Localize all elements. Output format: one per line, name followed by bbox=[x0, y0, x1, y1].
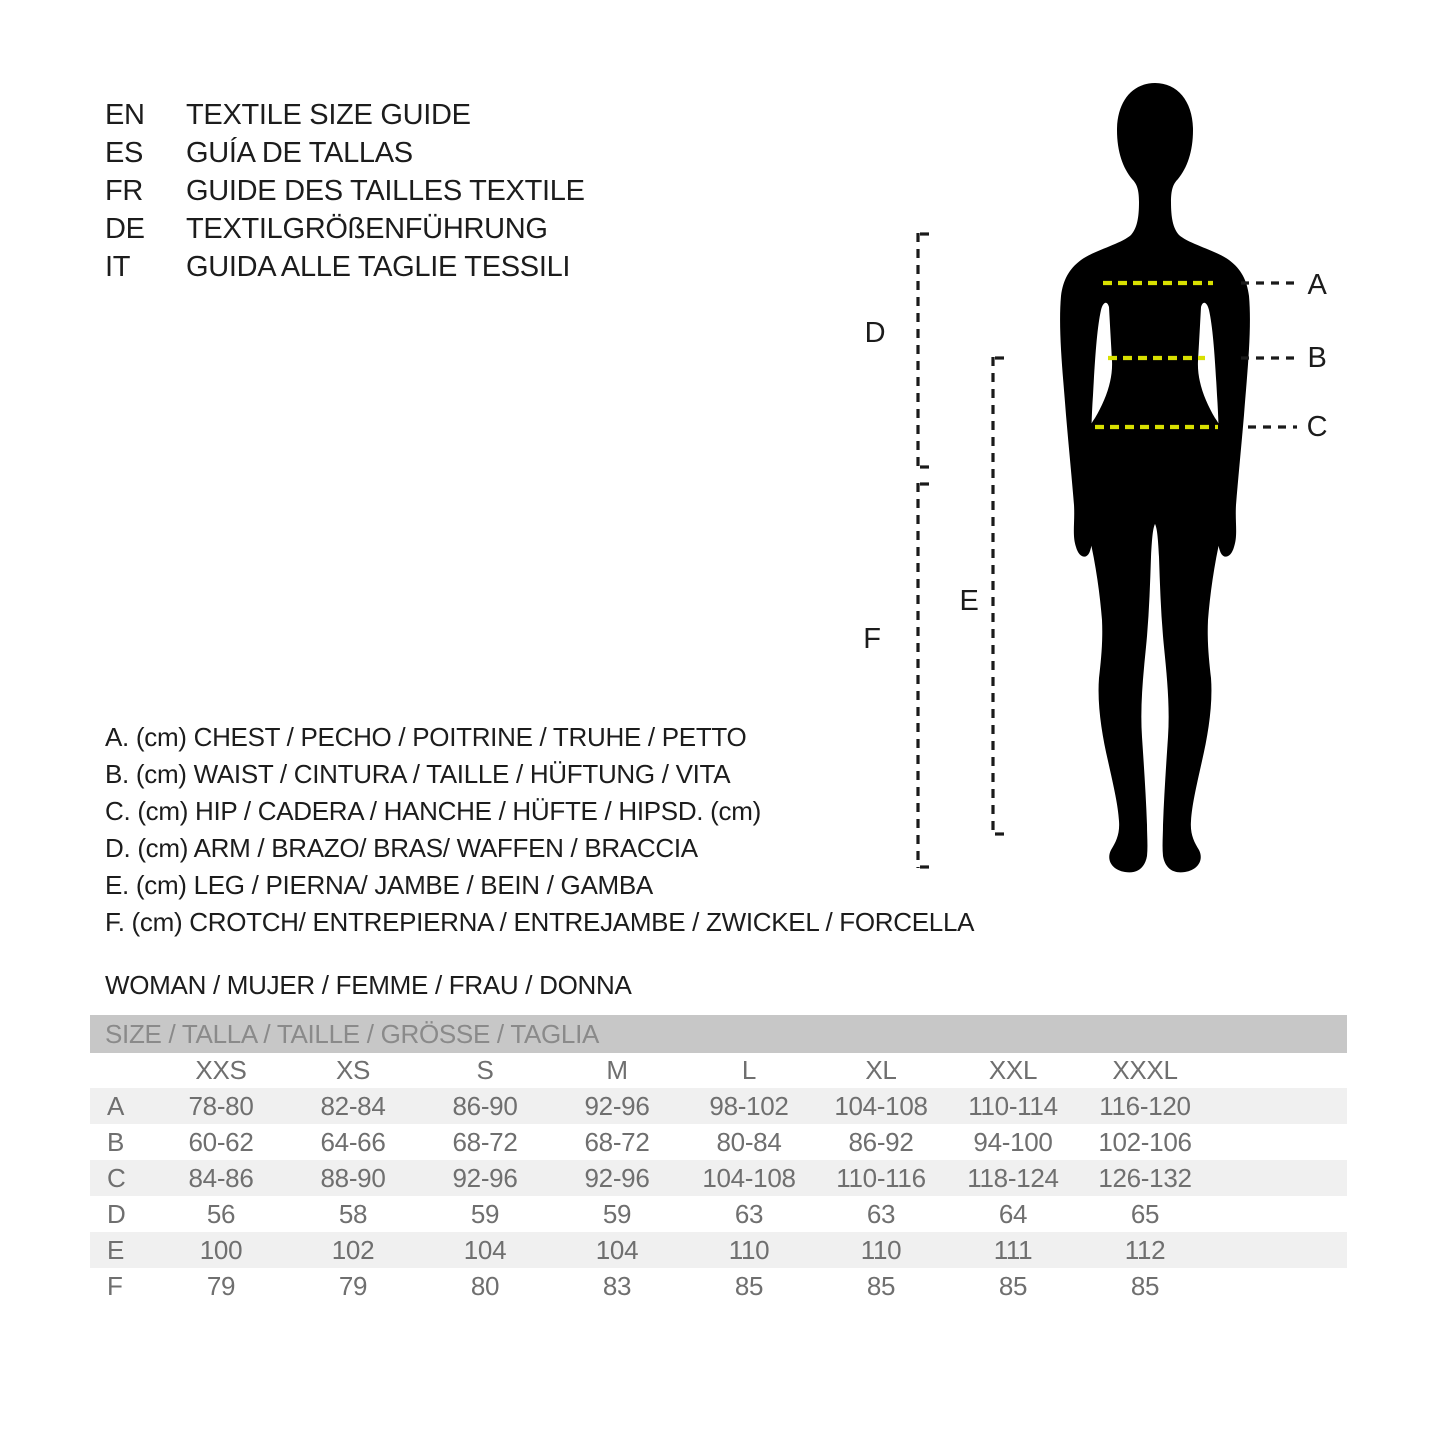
measure-value-cell: 126-132 bbox=[1098, 1162, 1192, 1193]
measure-value-cell: 63 bbox=[734, 1198, 764, 1229]
size-header-row bbox=[90, 1053, 1347, 1088]
measure-value-cell: 104 bbox=[463, 1234, 507, 1265]
measure-value-cell: 111 bbox=[993, 1234, 1033, 1265]
measure-value-cell: 83 bbox=[602, 1270, 632, 1301]
measure-row-a bbox=[90, 1088, 1347, 1124]
legend-line: F. (cm) CROTCH/ ENTREPIERNA / ENTREJAMBE / ZWICKEL / FORCELLA bbox=[105, 907, 975, 937]
guide-title: TEXTILE SIZE GUIDE bbox=[186, 99, 471, 131]
legend-line: D. (cm) ARM / BRAZO/ BRAS/ WAFFEN / BRACCIA bbox=[105, 833, 698, 863]
measure-value-cell: 88-90 bbox=[320, 1162, 386, 1193]
guide-title: GUIDA ALLE TAGLIE TESSILI bbox=[186, 251, 571, 283]
measure-value-cell: 79 bbox=[206, 1270, 236, 1301]
measure-value-cell: 110 bbox=[860, 1234, 902, 1265]
measure-value-cell: 92-96 bbox=[584, 1162, 650, 1193]
size-column-header: M bbox=[606, 1055, 628, 1085]
measure-value-cell: 80 bbox=[470, 1270, 500, 1301]
measure-value-cell: 85 bbox=[998, 1270, 1028, 1301]
language-code: IT bbox=[105, 251, 131, 283]
measure-value-cell: 64 bbox=[998, 1198, 1028, 1229]
measure-row-e bbox=[90, 1232, 1347, 1268]
measure-value-cell: 78-80 bbox=[188, 1090, 254, 1121]
measure-value-cell: 110-114 bbox=[968, 1090, 1058, 1121]
measure-row-label: F bbox=[107, 1270, 123, 1301]
size-column-header: L bbox=[741, 1055, 757, 1085]
language-row bbox=[105, 96, 585, 134]
measure-value-cell: 86-92 bbox=[848, 1126, 914, 1157]
measure-value-cell: 84-86 bbox=[188, 1162, 254, 1193]
leg-measure-line bbox=[993, 357, 1008, 835]
size-column-header: S bbox=[476, 1055, 494, 1085]
language-code: ES bbox=[105, 137, 144, 169]
legend-line: B. (cm) WAIST / CINTURA / TAILLE / HÜFTUNG / VITA bbox=[105, 759, 731, 789]
measure-value-cell: 63 bbox=[866, 1198, 896, 1229]
measure-value-cell: 116-120 bbox=[1099, 1090, 1191, 1121]
gender-row-title: WOMAN / MUJER / FEMME / FRAU / DONNA bbox=[105, 970, 632, 1000]
language-code: DE bbox=[105, 213, 145, 245]
measure-value-cell: 102-106 bbox=[1098, 1126, 1192, 1157]
measure-row-b bbox=[90, 1124, 1347, 1160]
measure-value-cell: 104 bbox=[595, 1234, 639, 1265]
measure-value-cell: 68-72 bbox=[584, 1126, 650, 1157]
measure-value-cell: 79 bbox=[338, 1270, 368, 1301]
measure-row-label: D bbox=[107, 1198, 126, 1229]
legend-line: E. (cm) LEG / PIERNA/ JAMBE / BEIN / GAMBA bbox=[105, 870, 653, 900]
measure-value-cell: 60-62 bbox=[188, 1126, 254, 1157]
measure-row-d bbox=[90, 1196, 1347, 1232]
legend-line: A. (cm) CHEST / PECHO / POITRINE / TRUHE / PETTO bbox=[105, 722, 747, 752]
language-title-list bbox=[105, 96, 585, 286]
measure-callout-letter-d: D bbox=[864, 317, 886, 349]
size-column-header: XXXL bbox=[1112, 1055, 1178, 1085]
size-header-empty-cell bbox=[90, 1053, 155, 1088]
measure-value-cell: 102 bbox=[331, 1234, 375, 1265]
measure-callout-letter-a: A bbox=[1307, 269, 1327, 301]
measure-row-f bbox=[90, 1268, 1347, 1304]
size-table-title: SIZE / TALLA / TAILLE / GRÖSSE / TAGLIA bbox=[90, 1015, 1347, 1053]
measure-value-cell: 118-124 bbox=[967, 1162, 1059, 1193]
size-column-header: XXL bbox=[988, 1055, 1038, 1085]
language-row bbox=[105, 248, 585, 286]
measure-callout-letter-c: C bbox=[1306, 411, 1328, 443]
measure-value-cell: 104-108 bbox=[834, 1090, 928, 1121]
measurement-legend bbox=[105, 719, 974, 941]
language-row bbox=[105, 172, 585, 210]
guide-title: GUIDE DES TAILLES TEXTILE bbox=[186, 175, 585, 207]
measure-callout-letter-b: B bbox=[1307, 342, 1327, 374]
measure-callout-letter-f: F bbox=[863, 623, 881, 655]
language-code: FR bbox=[105, 175, 144, 207]
size-column-header: XS bbox=[335, 1055, 371, 1085]
measure-row-label: C bbox=[107, 1162, 126, 1193]
measure-value-cell: 80-84 bbox=[716, 1126, 782, 1157]
measure-value-cell: 85 bbox=[866, 1270, 896, 1301]
measure-value-cell: 85 bbox=[734, 1270, 764, 1301]
measure-value-cell: 104-108 bbox=[702, 1162, 796, 1193]
measure-value-cell: 59 bbox=[470, 1198, 500, 1229]
guide-title: GUÍA DE TALLAS bbox=[186, 137, 413, 169]
measure-value-cell: 68-72 bbox=[452, 1126, 518, 1157]
measure-value-cell: 92-96 bbox=[452, 1162, 518, 1193]
measure-value-cell: 110-116 bbox=[836, 1162, 926, 1193]
measure-row-label: E bbox=[107, 1234, 125, 1265]
measure-value-cell: 59 bbox=[602, 1198, 632, 1229]
size-column-header: XL bbox=[865, 1055, 897, 1085]
measure-value-cell: 100 bbox=[199, 1234, 243, 1265]
measure-value-cell: 85 bbox=[1130, 1270, 1160, 1301]
language-row bbox=[105, 134, 585, 172]
measure-callout-letter-e: E bbox=[959, 585, 979, 617]
measure-row-label: B bbox=[107, 1126, 125, 1157]
measure-value-cell: 82-84 bbox=[320, 1090, 386, 1121]
measure-value-cell: 94-100 bbox=[973, 1126, 1053, 1157]
woman-silhouette bbox=[1060, 83, 1250, 872]
size-table-head bbox=[90, 1053, 1347, 1088]
measure-row-label: A bbox=[107, 1090, 125, 1121]
measure-value-cell: 92-96 bbox=[584, 1090, 650, 1121]
measure-value-cell: 112 bbox=[1124, 1234, 1166, 1265]
guide-title: TEXTILGRÖßENFÜHRUNG bbox=[186, 213, 548, 245]
size-table-body bbox=[90, 1088, 1347, 1304]
size-column-header: XXS bbox=[195, 1055, 247, 1085]
measure-value-cell: 65 bbox=[1130, 1198, 1160, 1229]
measure-value-cell: 110 bbox=[728, 1234, 770, 1265]
measure-value-cell: 86-90 bbox=[452, 1090, 518, 1121]
measure-value-cell: 58 bbox=[338, 1198, 368, 1229]
measure-value-cell: 56 bbox=[206, 1198, 236, 1229]
measure-value-cell: 98-102 bbox=[709, 1090, 789, 1121]
language-row bbox=[105, 210, 585, 248]
legend-line: C. (cm) HIP / CADERA / HANCHE / HÜFTE / HIPSD. (cm) bbox=[105, 796, 761, 826]
arm-measure-line bbox=[918, 233, 933, 468]
measure-value-cell: 64-66 bbox=[320, 1126, 386, 1157]
measure-row-c bbox=[90, 1160, 1347, 1196]
language-code: EN bbox=[105, 99, 145, 131]
size-table bbox=[90, 1053, 1347, 1304]
